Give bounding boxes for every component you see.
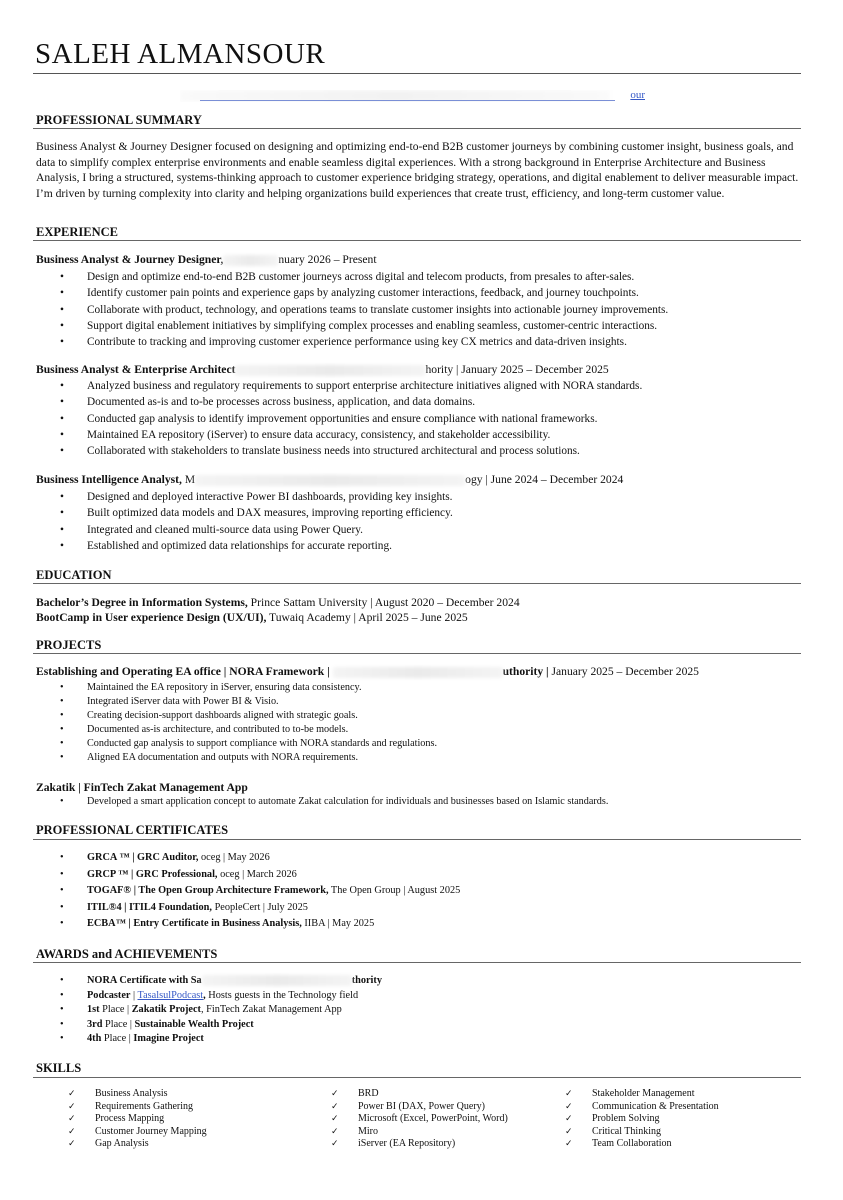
job-role: Business Intelligence Analyst, [36,473,182,486]
certificate-item [60,867,460,884]
award-project: Imagine Project [133,1033,204,1045]
award-text: Podcaster [87,989,131,1001]
section-divider [33,583,801,584]
cert-details: oceg | March 2026 [217,868,297,880]
skill-item: ✓ iServer (EA Repository) [331,1138,508,1151]
separator: | [130,989,138,1001]
award-project: Sustainable Wealth Project [134,1018,254,1030]
list-item: • Established and optimized data relationships for accurate reporting. [60,538,453,554]
list-item: • Developed a smart application concept to automate Zakat calculation for individuals and businesses based on Islamic standards. [60,795,608,809]
skills-column-3 [565,1088,719,1151]
section-title-education: EDUCATION [36,568,112,582]
degree: Bachelor’s Degree in Information Systems, [36,596,248,609]
cert-name: ECBA™ | Entry Certificate in Business Analysis, [87,918,302,929]
cert-name: ITIL®4 | ITIL4 Foundation, [87,901,212,913]
cert-details: oceg | May 2026 [198,852,270,863]
podcast-link[interactable]: TasalsulPodcast [137,989,204,1001]
certificate-item [60,883,460,900]
project-title: Establishing and Operating EA office | NORA Framework | [36,665,330,678]
job-bullets [60,269,668,350]
skill-item: ✓ Requirements Gathering [68,1101,207,1114]
job-role: Business Analyst & Journey Designer, [36,253,224,266]
award-rank: 1st [87,1004,100,1016]
degree-details: Prince Sattam University | August 2020 – December 2024 [247,596,520,609]
award-text: , [203,989,206,1001]
list-item: • Designed and deployed interactive Power BI dashboards, providing key insights. [60,489,453,505]
list-item: • Documented as-is architecture, and contributed to to-be models. [60,723,437,737]
section-title-certificates: PROFESSIONAL CERTIFICATES [36,823,229,837]
redacted-text [333,667,503,678]
section-divider [33,653,801,654]
list-item: • Maintained the EA repository in iServer, ensuring data consistency. [60,681,437,695]
cert-name: TOGAF® | The Open Group Architecture Framework, [87,885,329,896]
list-item: • Built optimized data models and DAX measures, improving reporting efficiency. [60,505,453,521]
job-role: Business Analyst & Enterprise Architect [36,363,236,376]
contact-link-tail[interactable]: our [630,90,645,101]
list-item: • Contribute to tracking and improving customer experience performance using key CX metrics and data-driven insights. [60,334,668,350]
section-divider [33,240,801,241]
cert-details: PeopleCert | July 2025 [212,901,308,913]
skill-item: ✓ Microsoft (Excel, PowerPoint, Word) [331,1113,508,1126]
project-title-tail: uthority | [502,665,549,678]
degree: BootCamp in User experience Design (UX/UI), [36,611,267,624]
name-divider [33,73,801,74]
list-item: • Collaborate with product, technology, and operations teams to translate customer insights into actionable journey improvements. [60,302,668,318]
list-item: • Maintained EA repository (iServer) to ensure data accuracy, consistency, and stakeholder accessibility. [60,427,642,443]
award-place: Place | [102,1018,135,1030]
skill-item: ✓ Customer Journey Mapping [68,1126,207,1139]
section-title-projects: PROJECTS [36,638,102,652]
skill-item: ✓ Business Analysis [68,1088,207,1101]
degree-details: Tuwaiq Academy | April 2025 – June 2025 [266,611,468,624]
skill-item: ✓ BRD [331,1088,508,1101]
award-text: thority [351,975,382,986]
skill-item: ✓ Miro [331,1126,508,1139]
certificate-item [60,900,460,917]
project-heading [36,665,699,678]
project-heading [36,781,248,794]
section-divider [33,962,801,963]
education-item [36,596,520,609]
job-title [36,363,609,376]
award-rank: 3rd [87,1018,103,1030]
redacted-text [195,475,465,486]
list-item: • Integrated iServer data with Power BI & Visio. [60,695,437,709]
award-place: Place | [99,1004,132,1016]
redacted-text [202,975,352,986]
job-bullets [60,378,642,459]
award-detail: Hosts guests in the Technology field [205,989,359,1001]
award-rank: 4th [87,1033,102,1045]
list-item: • Design and optimize end-to-end B2B customer journeys across digital and telecom products, from presales to after-sales. [60,269,668,285]
cert-name: GRCP ™ | GRC Professional, [87,868,218,880]
project-dates: January 2025 – December 2025 [548,665,699,678]
cert-name: GRCA ™ | GRC Auditor, [87,852,199,863]
cert-details: The Open Group | August 2025 [328,885,461,896]
project-bullets [60,681,437,766]
list-item: • Documented as-is and to-be processes across business, application, and data domains. [60,394,642,410]
section-title-skills: SKILLS [36,1061,82,1075]
contact-line[interactable] [180,90,645,102]
section-divider [33,1077,801,1078]
list-item: • Analyzed business and regulatory requirements to support enterprise architecture initiatives aligned with NORA standards. [60,378,642,394]
skills-column-1 [68,1088,207,1151]
list-item: • Conducted gap analysis to support compliance with NORA standards and regulations. [60,737,437,751]
cert-details: IIBA | May 2025 [301,918,375,929]
skill-item: ✓ Communication & Presentation [565,1101,719,1114]
project-title: Zakatik | FinTech Zakat Management App [36,781,248,794]
section-title-summary: PROFESSIONAL SUMMARY [36,113,202,127]
job-title [36,473,623,486]
award-item [60,1003,382,1018]
award-item [60,989,382,1004]
candidate-name: SALEH ALMANSOUR [35,38,326,70]
certificate-item [60,850,460,867]
skill-item: ✓ Problem Solving [565,1113,719,1126]
award-item [60,1032,382,1047]
project-bullets [60,795,608,809]
list-item: • Conducted gap analysis to identify improvement opportunities and ensure compliance with national frameworks. [60,411,642,427]
award-detail: , FinTech Zakat Management App [201,1004,342,1016]
skill-item: ✓ Power BI (DAX, Power Query) [331,1101,508,1114]
skills-column-2 [331,1088,508,1151]
job-dates: ogy | June 2024 – December 2024 [465,473,624,486]
section-title-awards: AWARDS and ACHIEVEMENTS [36,947,218,961]
job-bullets [60,489,453,554]
award-place: Place | [101,1033,134,1045]
job-title [36,253,377,266]
award-item [60,1018,382,1033]
redacted-text [235,365,425,376]
list-item: • Identify customer pain points and experience gaps by analyzing customer interactions, feedback, and journey touchpoints. [60,285,668,301]
list-item: • Support digital enablement initiatives by simplifying complex processes and enabling seamless, customer-centric interactions. [60,318,668,334]
award-text: NORA Certificate with Sa [87,975,202,986]
redacted-text [223,255,278,266]
list-item: • Creating decision-support dashboards aligned with strategic goals. [60,709,437,723]
job-dates: nuary 2026 – Present [278,253,377,266]
contact-underline [200,100,615,101]
list-item: • Collaborated with stakeholders to translate business needs into structured architectural and process solutions. [60,443,642,459]
skill-item: ✓ Team Collaboration [565,1138,719,1151]
section-title-experience: EXPERIENCE [36,225,118,239]
summary-text: Business Analyst & Journey Designer focused on designing and optimizing end-to-end B2B customer journeys by combining customer insight, business goals, and data to simplify complex enterprise environments and enable seamless digital experiences. With a strong background in Enterprise Architecture and Business Analysis, I bring a structured, systems-thinking approach to customer experience bridging strategy, operations, and digital enablement to deliver measurable impact. I’m driven by turning complexity into clarity and helping organizations build experiences that create trust, efficiency, and long-term customer value. [36,140,799,200]
list-item: • Aligned EA documentation and outputs with NORA requirements. [60,751,437,765]
skill-item: ✓ Critical Thinking [565,1126,719,1139]
award-project: Zakatik Project [131,1004,201,1016]
section-divider [33,128,801,129]
skill-item: ✓ Stakeholder Management [565,1088,719,1101]
section-divider [33,839,801,840]
skill-item: ✓ Gap Analysis [68,1138,207,1151]
certificate-list [60,850,460,933]
certificate-item [60,916,460,933]
education-item [36,611,468,624]
skill-item: ✓ Process Mapping [68,1113,207,1126]
list-item: • Integrated and cleaned multi-source data using Power Query. [60,522,453,538]
awards-list [60,974,382,1047]
award-item [60,974,382,989]
job-dates: hority | January 2025 – December 2025 [425,363,609,376]
job-org: M [184,473,196,486]
